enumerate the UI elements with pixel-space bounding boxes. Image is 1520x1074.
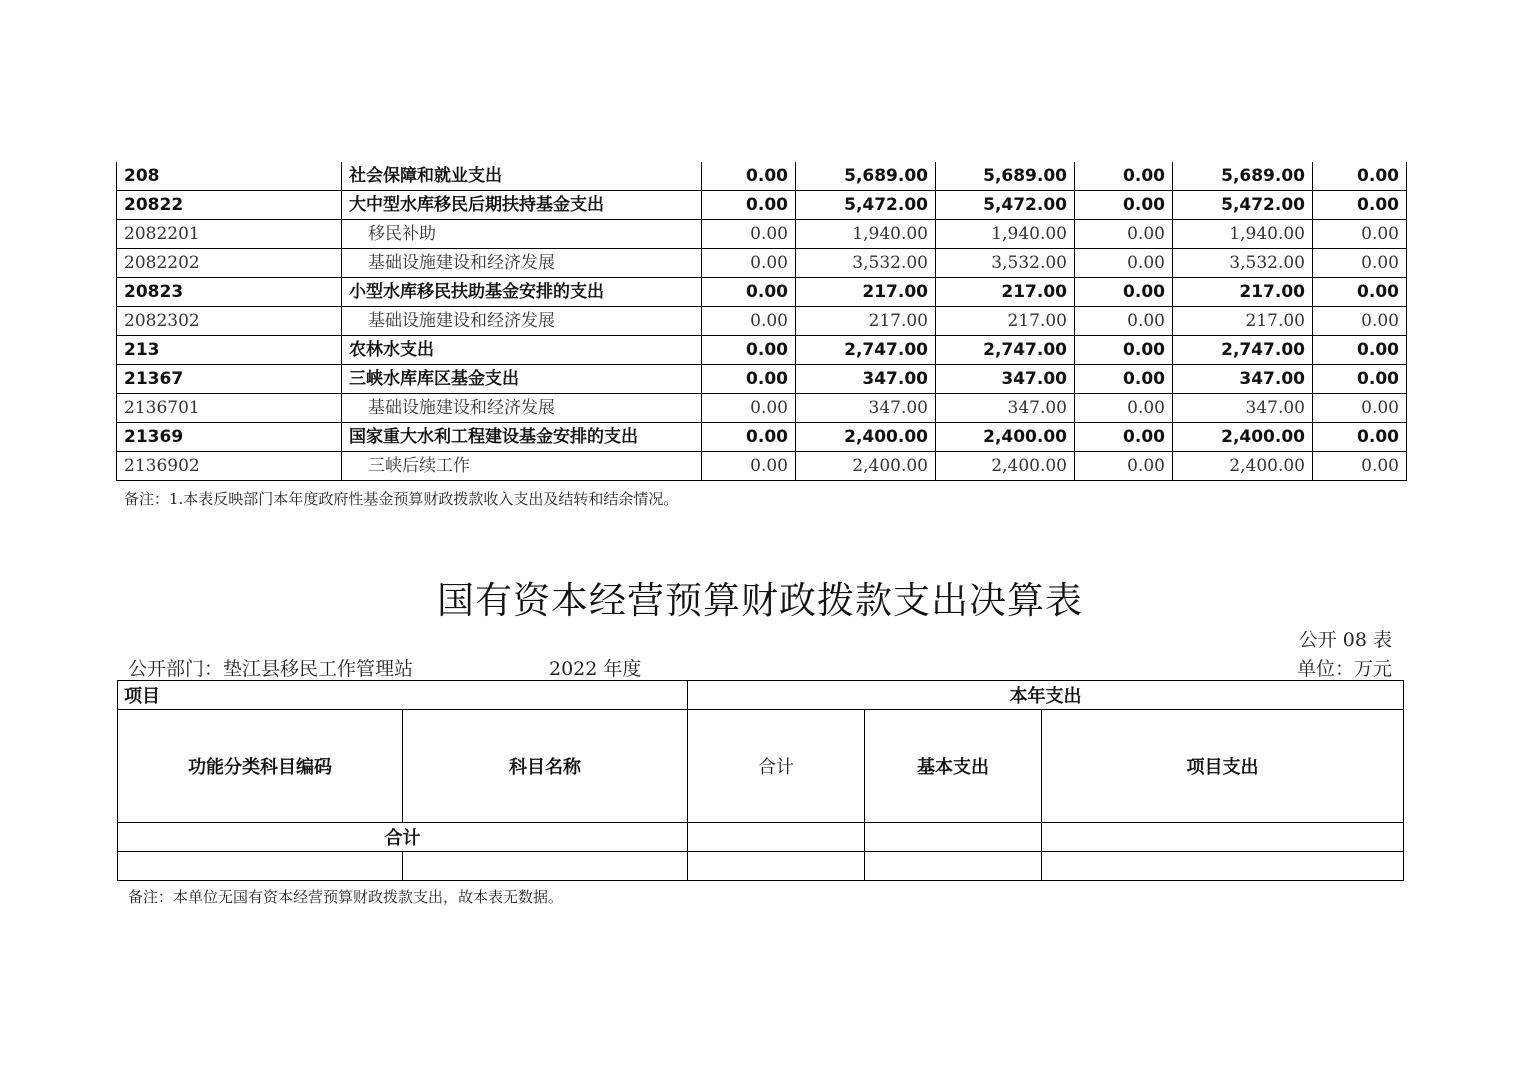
table-row	[117, 191, 1407, 220]
row-col2: 2,400.00	[796, 452, 936, 481]
row-col4: 0.00	[1075, 336, 1173, 365]
row-name: 基础设施建设和经济发展	[342, 307, 702, 336]
row-col2: 5,689.00	[796, 162, 936, 191]
row-col1: 0.00	[702, 249, 796, 278]
row-code: 20822	[117, 191, 342, 220]
row-name: 国家重大水利工程建设基金安排的支出	[342, 423, 702, 452]
row-col3: 217.00	[936, 278, 1075, 307]
row-col5: 347.00	[1173, 365, 1313, 394]
row-col6: 0.00	[1313, 191, 1407, 220]
header-row-columns	[118, 710, 1404, 823]
row-col4: 0.00	[1075, 278, 1173, 307]
row-name: 农林水支出	[342, 336, 702, 365]
row-col1: 0.00	[702, 220, 796, 249]
row-col5: 2,400.00	[1173, 423, 1313, 452]
row-code: 2082201	[117, 220, 342, 249]
col-total-header: 合计	[688, 710, 865, 823]
empty-project-cell	[1042, 852, 1404, 881]
row-col6: 0.00	[1313, 336, 1407, 365]
row-col3: 1,940.00	[936, 220, 1075, 249]
row-col4: 0.00	[1075, 452, 1173, 481]
row-col1: 0.00	[702, 394, 796, 423]
row-col2: 3,532.00	[796, 249, 936, 278]
row-code: 21367	[117, 365, 342, 394]
row-col4: 0.00	[1075, 162, 1173, 191]
row-col6: 0.00	[1313, 365, 1407, 394]
row-col1: 0.00	[702, 191, 796, 220]
table-row	[117, 423, 1407, 452]
total-sum-cell	[688, 823, 865, 852]
header-current-year: 本年支出	[688, 681, 1404, 710]
state-table-note: 备注：本单位无国有资本经营预算财政拨款支出，故本表无数据。	[128, 888, 564, 906]
row-col2: 5,472.00	[796, 191, 936, 220]
row-code: 20823	[117, 278, 342, 307]
total-label: 合计	[118, 823, 688, 852]
state-capital-table	[117, 680, 1404, 881]
row-col5: 217.00	[1173, 278, 1313, 307]
table-row	[117, 394, 1407, 423]
row-col1: 0.00	[702, 423, 796, 452]
row-code: 213	[117, 336, 342, 365]
total-project-cell	[1042, 823, 1404, 852]
year-label: 2022 年度	[549, 658, 642, 680]
row-name: 大中型水库移民后期扶持基金支出	[342, 191, 702, 220]
table-row	[117, 365, 1407, 394]
row-col6: 0.00	[1313, 220, 1407, 249]
fund-table-body	[117, 162, 1407, 481]
row-col5: 2,747.00	[1173, 336, 1313, 365]
empty-code-cell	[118, 852, 403, 881]
row-col6: 0.00	[1313, 278, 1407, 307]
row-col4: 0.00	[1075, 394, 1173, 423]
row-code: 2136701	[117, 394, 342, 423]
row-col6: 0.00	[1313, 394, 1407, 423]
row-col3: 2,400.00	[936, 452, 1075, 481]
page-title: 国有资本经营预算财政拨款支出决算表	[437, 579, 1083, 622]
empty-row	[118, 852, 1404, 881]
col-name-header: 科目名称	[403, 710, 688, 823]
row-col6: 0.00	[1313, 452, 1407, 481]
row-col4: 0.00	[1075, 307, 1173, 336]
table-row	[117, 220, 1407, 249]
total-basic-cell	[865, 823, 1042, 852]
row-col5: 5,689.00	[1173, 162, 1313, 191]
table-row	[117, 162, 1407, 191]
table-row	[117, 249, 1407, 278]
department-label: 公开部门：垫江县移民工作管理站	[128, 658, 414, 680]
col-code-header: 功能分类科目编码	[118, 710, 403, 823]
table-row	[117, 278, 1407, 307]
row-name: 基础设施建设和经济发展	[342, 394, 702, 423]
row-col4: 0.00	[1075, 365, 1173, 394]
row-col5: 347.00	[1173, 394, 1313, 423]
row-col4: 0.00	[1075, 220, 1173, 249]
row-col3: 5,689.00	[936, 162, 1075, 191]
row-col5: 3,532.00	[1173, 249, 1313, 278]
row-col3: 2,747.00	[936, 336, 1075, 365]
row-code: 2082202	[117, 249, 342, 278]
row-name: 小型水库移民扶助基金安排的支出	[342, 278, 702, 307]
header-project: 项目	[118, 681, 688, 710]
row-col1: 0.00	[702, 162, 796, 191]
row-col3: 347.00	[936, 394, 1075, 423]
row-name: 基础设施建设和经济发展	[342, 249, 702, 278]
row-col6: 0.00	[1313, 423, 1407, 452]
row-col6: 0.00	[1313, 162, 1407, 191]
row-name: 移民补助	[342, 220, 702, 249]
row-col4: 0.00	[1075, 249, 1173, 278]
row-name: 三峡水库库区基金支出	[342, 365, 702, 394]
empty-basic-cell	[865, 852, 1042, 881]
table-row	[117, 307, 1407, 336]
row-col5: 5,472.00	[1173, 191, 1313, 220]
row-code: 2136902	[117, 452, 342, 481]
row-col2: 347.00	[796, 394, 936, 423]
empty-name-cell	[403, 852, 688, 881]
empty-sum-cell	[688, 852, 865, 881]
form-number: 公开 08 表	[1298, 629, 1392, 651]
row-col1: 0.00	[702, 452, 796, 481]
row-col2: 217.00	[796, 307, 936, 336]
row-code: 2082302	[117, 307, 342, 336]
row-col3: 347.00	[936, 365, 1075, 394]
row-col2: 2,747.00	[796, 336, 936, 365]
row-col2: 347.00	[796, 365, 936, 394]
row-col3: 2,400.00	[936, 423, 1075, 452]
total-row	[118, 823, 1404, 852]
row-code: 208	[117, 162, 342, 191]
row-col5: 217.00	[1173, 307, 1313, 336]
row-name: 社会保障和就业支出	[342, 162, 702, 191]
row-col5: 1,940.00	[1173, 220, 1313, 249]
col-basic-header: 基本支出	[865, 710, 1042, 823]
row-name: 三峡后续工作	[342, 452, 702, 481]
col-project-header: 项目支出	[1042, 710, 1404, 823]
row-col5: 2,400.00	[1173, 452, 1313, 481]
row-col1: 0.00	[702, 307, 796, 336]
row-col6: 0.00	[1313, 307, 1407, 336]
table-row	[117, 452, 1407, 481]
fund-expenditure-table	[116, 162, 1407, 481]
row-col3: 217.00	[936, 307, 1075, 336]
row-col1: 0.00	[702, 278, 796, 307]
row-col4: 0.00	[1075, 191, 1173, 220]
row-col2: 1,940.00	[796, 220, 936, 249]
table-row	[117, 336, 1407, 365]
row-col4: 0.00	[1075, 423, 1173, 452]
row-col2: 2,400.00	[796, 423, 936, 452]
fund-table-note: 备注：1.本表反映部门本年度政府性基金预算财政拨款收入支出及结转和结余情况。	[124, 490, 679, 508]
row-col2: 217.00	[796, 278, 936, 307]
row-col1: 0.00	[702, 336, 796, 365]
row-code: 21369	[117, 423, 342, 452]
row-col3: 3,532.00	[936, 249, 1075, 278]
row-col1: 0.00	[702, 365, 796, 394]
row-col6: 0.00	[1313, 249, 1407, 278]
row-col3: 5,472.00	[936, 191, 1075, 220]
unit-label: 单位：万元	[1296, 658, 1392, 680]
header-row-top	[118, 681, 1404, 710]
